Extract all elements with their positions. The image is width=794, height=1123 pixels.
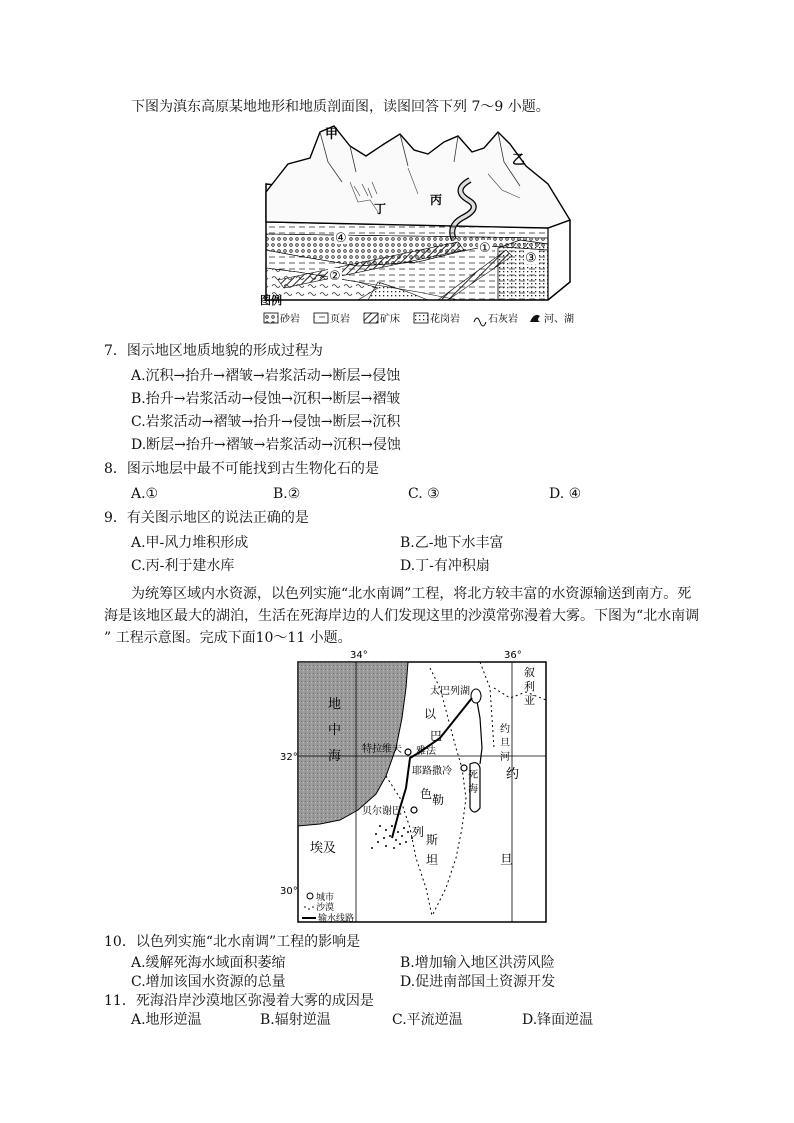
- map-legend-pipeline: 输水线路: [318, 914, 355, 924]
- map-legend-city: 城市: [316, 893, 335, 903]
- jordan-label-2: 旦: [500, 853, 514, 868]
- q8-option-a[interactable]: A.①: [131, 486, 159, 502]
- beersheba-label: 贝尔谢巴: [362, 806, 402, 817]
- egypt-label: 埃及: [310, 841, 337, 856]
- lat-30-label: 30°: [280, 886, 298, 897]
- israel-map-figure: [280, 648, 550, 930]
- label-ding: 丁: [374, 202, 387, 216]
- legend-ore: 矿床: [380, 314, 400, 325]
- legend-sandstone: 砂岩: [280, 314, 300, 325]
- taiba-lake-label: 太巴列湖: [430, 686, 470, 697]
- syria-label-2: 利: [524, 680, 535, 693]
- legend-granite: 花岗岩: [430, 314, 460, 325]
- israel-water-map: [280, 648, 550, 926]
- syria-label-1: 叙: [524, 666, 535, 679]
- q11-option-d[interactable]: D.锋面逆温: [522, 1012, 594, 1028]
- legend-river-lake: 河、湖: [544, 314, 574, 325]
- section2-intro-line2: 海是该地区最大的湖泊，生活在死海岸边的人们发现这里的沙漠常弥漫着大雾。下图为“北水南调: [104, 608, 700, 624]
- q10-stem: 10．以色列实施“北水南调”工程的影响是: [104, 934, 361, 950]
- sea-label-1: 地: [328, 697, 342, 712]
- label-bing: 丙: [430, 193, 443, 207]
- q10-option-c[interactable]: C.增加该国水资源的总量: [131, 974, 286, 990]
- q9-option-d[interactable]: D.丁-有冲积扇: [400, 558, 490, 574]
- israel-label-1: 以: [424, 707, 437, 721]
- q7-option-a[interactable]: A.沉积→抬升→褶皱→岩浆活动→断层→侵蚀: [131, 368, 401, 384]
- q9-stem: 9．有关图示地区的说法正确的是: [104, 510, 309, 526]
- syria-label-3: 亚: [524, 694, 535, 707]
- legend-title: 图例: [260, 294, 282, 307]
- q10-option-d[interactable]: D.促进南部国土资源开发: [400, 974, 556, 990]
- q11-option-b[interactable]: B.辐射逆温: [260, 1012, 331, 1028]
- q11-option-c[interactable]: C.平流逆温: [392, 1012, 463, 1028]
- legend-limestone: 石灰岩: [488, 314, 518, 325]
- q9-option-c[interactable]: C.丙-利于建水库: [131, 558, 235, 574]
- q7-option-b[interactable]: B.抬升→岩浆活动→侵蚀→沉积→断层→褶皱: [131, 391, 401, 407]
- yafo-label: 雅法: [416, 746, 436, 757]
- jordan-river-label-1: 约: [500, 724, 510, 735]
- sea-label-3: 海: [328, 749, 342, 764]
- dead-sea-label-2: 海: [468, 784, 478, 795]
- label-n4: ④: [335, 231, 347, 246]
- dead-sea-label-1: 死: [468, 770, 478, 781]
- section2-intro-line1: 为统筹区域内水资源，以色列实施“北水南调”工程，将北方较丰富的水资源输送到南方。死: [131, 586, 692, 602]
- label-jia: 甲: [325, 127, 339, 142]
- q8-option-c[interactable]: C. ③: [408, 486, 440, 502]
- jordan-label-1: 约: [506, 767, 520, 782]
- q8-option-b[interactable]: B.②: [273, 486, 301, 502]
- q8-option-d[interactable]: D. ④: [549, 486, 582, 502]
- jordan-river-label-2: 旦: [500, 738, 510, 749]
- section2-intro-line3: ” 工程示意图。完成下面10～11 小题。: [104, 630, 352, 646]
- sea-label-2: 中: [328, 723, 342, 738]
- q8-stem: 8．图示地层中最不可能找到古生物化石的是: [104, 461, 379, 477]
- label-n2: ②: [329, 269, 341, 284]
- q10-option-b[interactable]: B.增加输入地区洪涝风险: [400, 955, 555, 971]
- label-n3: ③: [525, 251, 537, 266]
- q11-option-a[interactable]: A.地形逆温: [131, 1012, 202, 1028]
- jerusalem-label: 耶路撒冷: [412, 766, 452, 777]
- q10-option-a[interactable]: A.缓解死海水域面积萎缩: [131, 955, 286, 971]
- telaviv-label: 特拉维夫: [362, 744, 402, 755]
- q11-stem: 11．死海沿岸沙漠地区弥漫着大雾的成因是: [104, 993, 374, 1009]
- q7-option-c[interactable]: C.岩浆活动→褶皱→抬升→侵蚀→断层→沉积: [131, 414, 401, 430]
- le-label: 勒: [432, 793, 445, 807]
- geology-cross-section: [258, 122, 588, 330]
- si-label: 斯: [426, 833, 439, 847]
- tan-label: 坦: [426, 853, 439, 867]
- lat-32-label: 32°: [280, 752, 298, 763]
- q7-option-d[interactable]: D.断层→抬升→褶皱→岩浆活动→沉积→侵蚀: [131, 437, 401, 453]
- israel-label-4: 列: [412, 825, 425, 839]
- lon-34-label: 34°: [350, 650, 368, 661]
- label-yi: 乙: [512, 153, 526, 168]
- q9-option-b[interactable]: B.乙-地下水丰富: [400, 535, 504, 551]
- geology-figure: [258, 122, 588, 334]
- section1-intro: 下图为滇东高原某地地形和地质剖面图，读图回答下列 7～9 小题。: [131, 99, 550, 115]
- lon-36-label: 36°: [504, 650, 522, 661]
- q7-stem: 7．图示地区地质地貌的形成过程为: [104, 343, 323, 359]
- q9-option-a[interactable]: A.甲-风力堆积形成: [131, 535, 249, 551]
- legend-shale: 页岩: [330, 314, 350, 325]
- jordan-river-label-3: 河: [500, 752, 510, 763]
- israel-label-3: 色: [420, 787, 433, 801]
- label-n1: ①: [479, 241, 491, 256]
- map-legend-desert: 沙漠: [316, 903, 335, 913]
- israel-label-2: 巴: [430, 729, 443, 743]
